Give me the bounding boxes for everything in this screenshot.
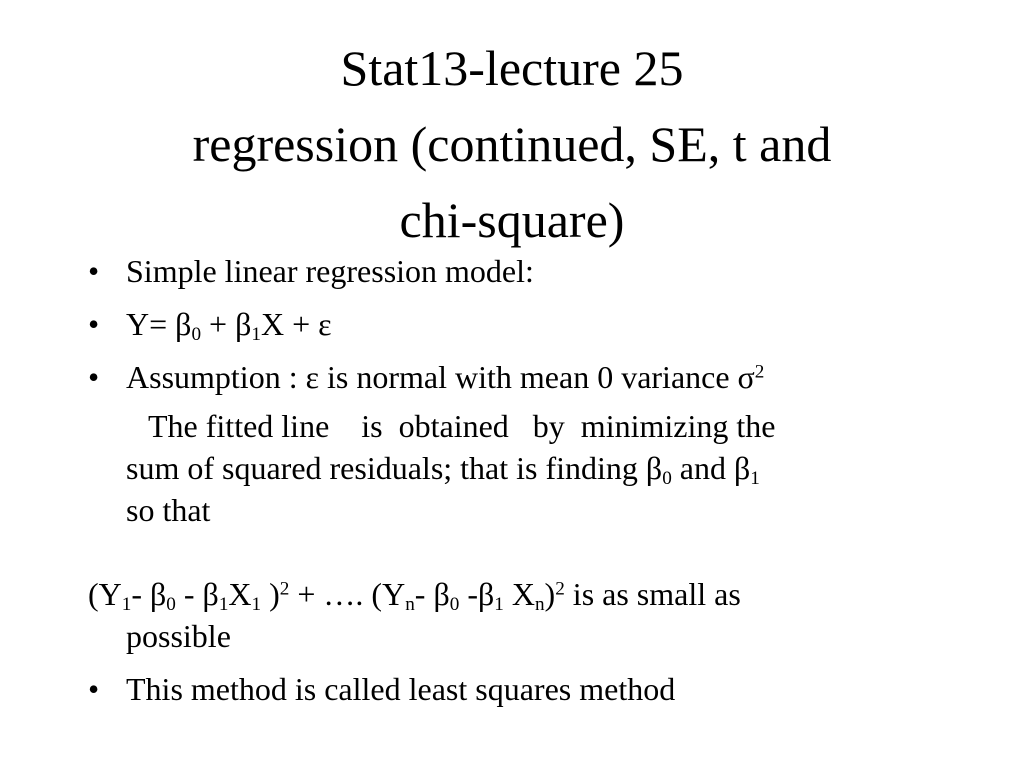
bullet-item-model (88, 250, 948, 292)
paragraph-line-2: sum of squared residuals; that is finding $\beta_0$ and $\beta_1$ (126, 450, 760, 489)
fitted-line-paragraph (88, 405, 948, 531)
title-line-2: regression (continued, SE, t and (192, 116, 832, 172)
bullet-icon: • (88, 306, 100, 342)
slide-title (60, 30, 964, 258)
bullet-icon: • (88, 359, 100, 395)
bullet-text: Simple linear regression model: (126, 253, 534, 289)
bullet-item-assumption (88, 356, 948, 398)
paragraph-line-3: so that (126, 492, 211, 528)
bullet-text: This method is called least squares method (126, 671, 676, 707)
bullet-icon: • (88, 253, 100, 289)
formula-line-2: possible (126, 618, 231, 654)
paragraph-line-1: The fitted line is obtained by minimizing the (148, 408, 776, 444)
bullet-item-equation (88, 303, 948, 345)
slide-body (88, 250, 948, 721)
bullet-item-method (88, 668, 948, 710)
spacer (88, 531, 948, 573)
equation: $Y= \beta_0 + \beta_1X + \varepsilon$ (126, 306, 332, 345)
assumption-text: Assumption : ε is normal with mean 0 variance $\sigma^2$ (126, 359, 765, 395)
title-line-3: chi-square) (399, 192, 625, 248)
title-line-1: Stat13-lecture 25 (340, 40, 684, 96)
bullet-icon: • (88, 671, 100, 707)
least-squares-formula: ($Y_1-$ $\beta_0 - \beta_1X_1$ )$^2$ + …. ($Y_n-$ $\beta_0$ $-\beta_1$ $X_n)^2$ is as small as possible (88, 576, 741, 654)
